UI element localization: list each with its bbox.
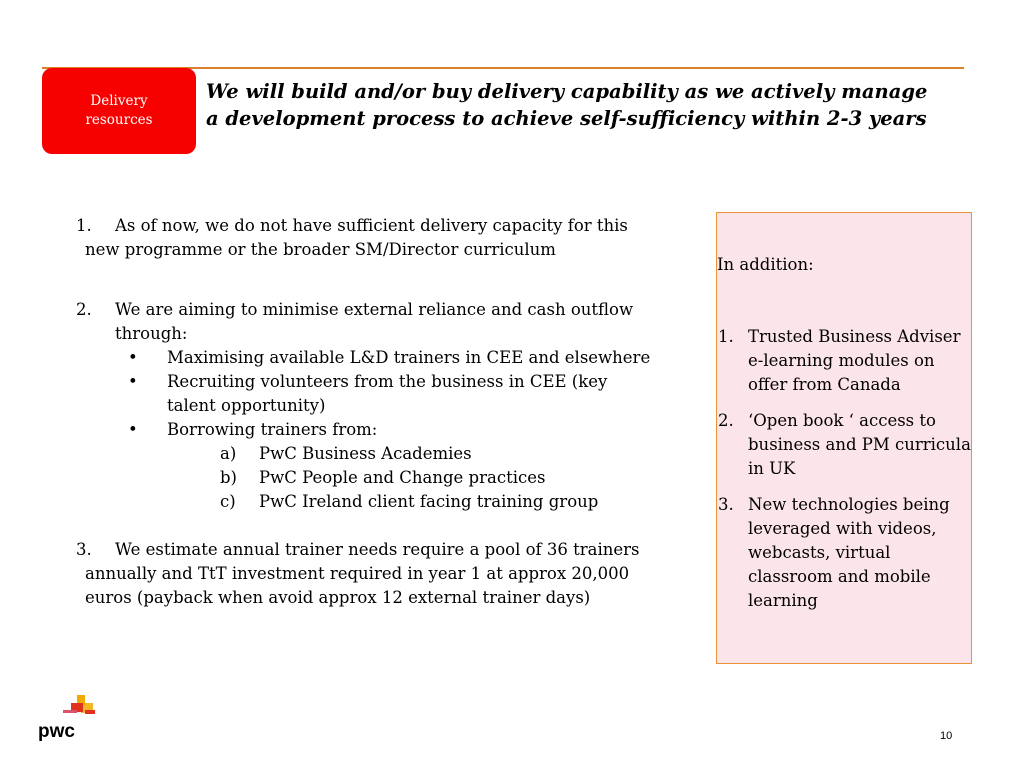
section-badge <box>42 68 196 154</box>
panel-list <box>717 325 973 625</box>
sub-item-marker: c) <box>220 492 236 511</box>
point-3-continuation: annually and TtT investment required in year 1 at approx 20,000 euros (payback when avoid approx 12 external trainer days) <box>85 564 630 607</box>
point-3 <box>72 538 682 610</box>
point-2 <box>72 298 682 346</box>
bullet-marker: • <box>128 420 138 439</box>
additional-info-panel <box>716 212 972 664</box>
sub-item-marker: b) <box>220 468 237 487</box>
sub-item-marker: a) <box>220 444 237 463</box>
sub-item-text: PwC Ireland client facing training group <box>259 492 599 511</box>
panel-intro: In addition: <box>717 255 814 274</box>
sub-item-text: PwC Business Academies <box>259 444 472 463</box>
point-2-sub-items <box>72 442 682 514</box>
sub-item <box>72 442 682 466</box>
point-2-first-line: We are aiming to minimise external reliance and cash outflow <box>115 300 634 319</box>
main-content <box>72 214 682 610</box>
bullet-item <box>72 346 682 370</box>
panel-item-text: ‘Open book ‘ access to business and PM curricula in UK <box>748 411 971 478</box>
bullet-text: Borrowing trainers from: <box>167 420 378 439</box>
badge-line-1: Delivery <box>90 93 148 109</box>
panel-item-number: 1. <box>718 327 734 346</box>
bullet-text: Recruiting volunteers from the business in CEE (key talent opportunity) <box>167 372 608 415</box>
sub-item-text: PwC People and Change practices <box>259 468 546 487</box>
badge-line-2: resources <box>85 112 153 128</box>
bullet-marker: • <box>128 348 138 367</box>
pwc-logo-icon <box>37 693 99 741</box>
sub-item <box>72 490 682 514</box>
logo-wordmark: pwc <box>38 721 75 741</box>
panel-item-number: 2. <box>718 411 734 430</box>
bullet-text: Maximising available L&D trainers in CEE and elsewhere <box>167 348 651 367</box>
panel-item-text: Trusted Business Adviser e-learning modules on offer from Canada <box>748 327 961 394</box>
point-1-number: 1. <box>76 216 92 235</box>
point-1 <box>72 214 682 262</box>
point-2-number: 2. <box>76 300 92 319</box>
point-3-first-line: We estimate annual trainer needs require a pool of 36 trainers <box>115 540 640 559</box>
page-number: 10 <box>940 730 953 742</box>
panel-item-number: 3. <box>718 495 734 514</box>
bullet-item <box>72 370 682 418</box>
point-2-bullets <box>72 346 682 442</box>
bullet-item <box>72 418 682 442</box>
bullet-marker: • <box>128 372 138 391</box>
point-1-continuation: new programme or the broader SM/Director curriculum <box>85 240 556 259</box>
point-1-first-line: As of now, we do not have sufficient delivery capacity for this <box>115 216 628 235</box>
point-2-second-line: through: <box>115 324 188 343</box>
point-3-number: 3. <box>76 540 92 559</box>
panel-item-text: New technologies being leveraged with videos, webcasts, virtual classroom and mobile learning <box>748 495 950 610</box>
sub-item <box>72 466 682 490</box>
page-title: We will build and/or buy delivery capability as we actively manage a development process to achieve self-sufficiency within 2-3 years <box>206 80 928 130</box>
panel-list-item <box>717 325 973 397</box>
panel-list-item <box>717 493 973 613</box>
panel-list-item <box>717 409 973 481</box>
